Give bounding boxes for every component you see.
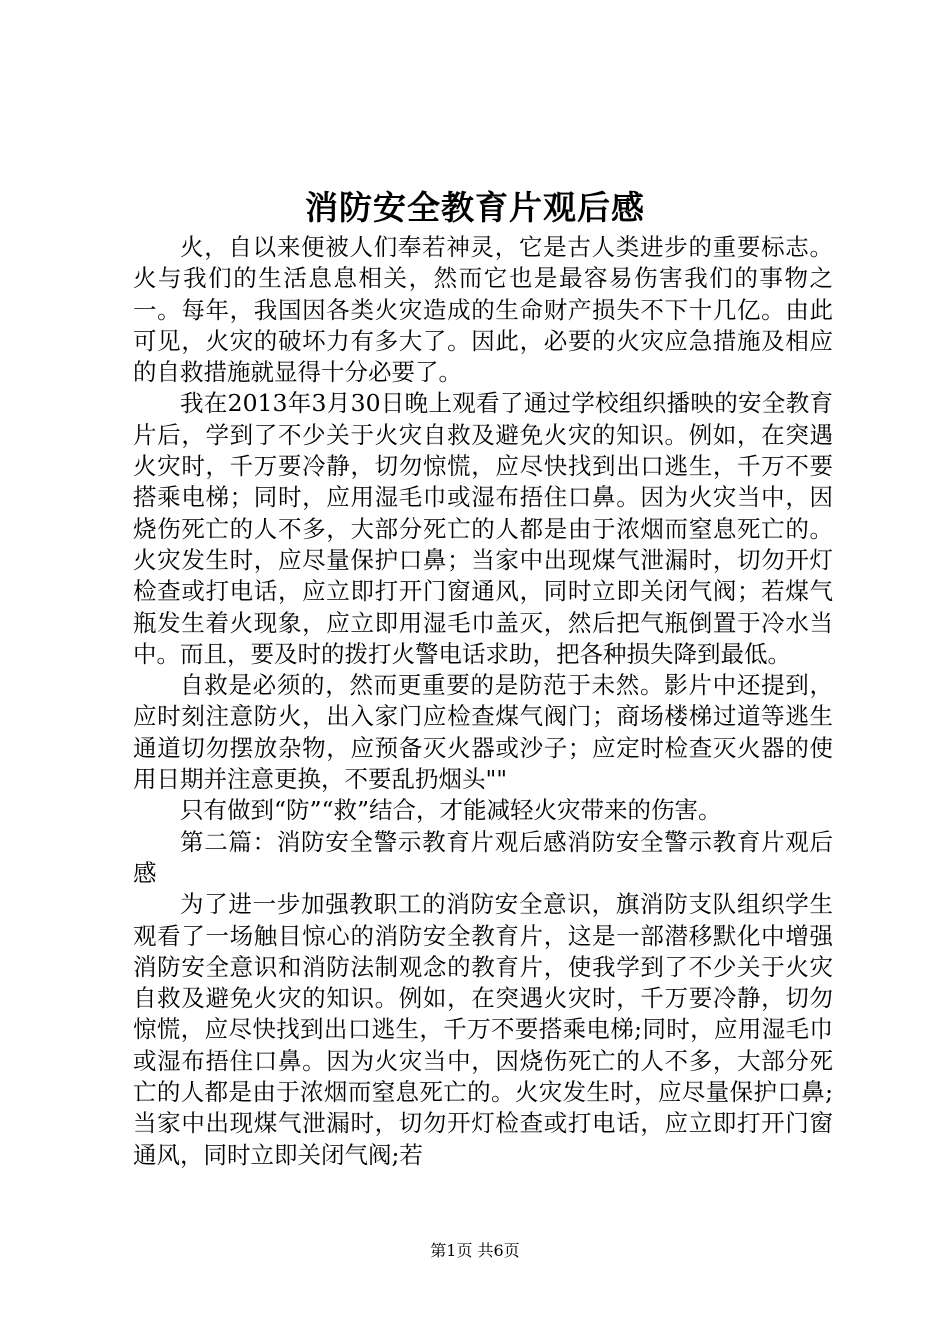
paragraph-conclusion: 只有做到“防”“救”结合，才能减轻火灾带来的伤害。 <box>180 796 722 825</box>
document-body <box>133 232 833 1171</box>
page-footer: 第1页 共6页 <box>430 1241 520 1260</box>
paragraph-viewing: 我在2013年3月30日晚上观看了通过学校组织播映的安全教育片后，学到了不少关于火灾自救及避免火灾的知识。例如，在突遇火灾时，千万要冷静，切勿惊慌，应尽快找到出口逃生，千万不要搭乘电梯；同时，应用湿毛巾或湿布捂住口鼻。因为火灾当中，因烧伤死亡的人不多，大部分死亡的人都是由于浓烟而窒息死亡的。火灾发生时，应尽量保护口鼻；当家中出现煤气泄漏时，切勿开灯检查或打电话，应立即打开门窗通风，同时立即关闭气阀；若煤气瓶发生着火现象，应立即用湿毛巾盖灭，然后把气瓶倒置于冷水当中。而且，要及时的拨打火警电话求助，把各种损失降到最低。 <box>133 389 833 668</box>
paragraph-intro: 火，自以来便被人们奉若神灵，它是古人类进步的重要标志。火与我们的生活息息相关，然而它也是最容易伤害我们的事物之一。每年，我国因各类火灾造成的生命财产损失不下十几亿。由此可见，火灾的破坏力有多大了。因此，必要的火灾应急措施及相应的自救措施就显得十分必要了。 <box>133 233 833 387</box>
paragraph-second-article: 为了进一步加强教职工的消防安全意识，旗消防支队组织学生观看了一场触目惊心的消防安全教育片，这是一部潜移默化中增强消防安全意识和消防法制观念的教育片，使我学到了不少关于火灾自救及避免火灾的知识。例如，在突遇火灾时，千万要冷静，切勿惊慌，应尽快找到出口逃生，千万不要搭乘电梯;同时，应用湿毛巾或湿布捂住口鼻。因为火灾当中，因烧伤死亡的人不多，大部分死亡的人都是由于浓烟而窒息死亡的。火灾发生时，应尽量保护口鼻;当家中出现煤气泄漏时，切勿开灯检查或打电话，应立即打开门窗通风，同时立即关闭气阀;若 <box>133 890 833 1169</box>
paragraph-section-heading: 第二篇：消防安全警示教育片观后感消防安全警示教育片观后感 <box>133 827 833 887</box>
paragraph-prevention: 自救是必须的，然而更重要的是防范于未然。影片中还提到，应时刻注意防火，出入家门应检查煤气阀门；商场楼梯过道等逃生通道切勿摆放杂物，应预备灭火器或沙子；应定时检查灭火器的使用日期并注意更换，不要乱扔烟头"" <box>133 671 833 794</box>
document-title: 消防安全教育片观后感 <box>305 188 645 227</box>
